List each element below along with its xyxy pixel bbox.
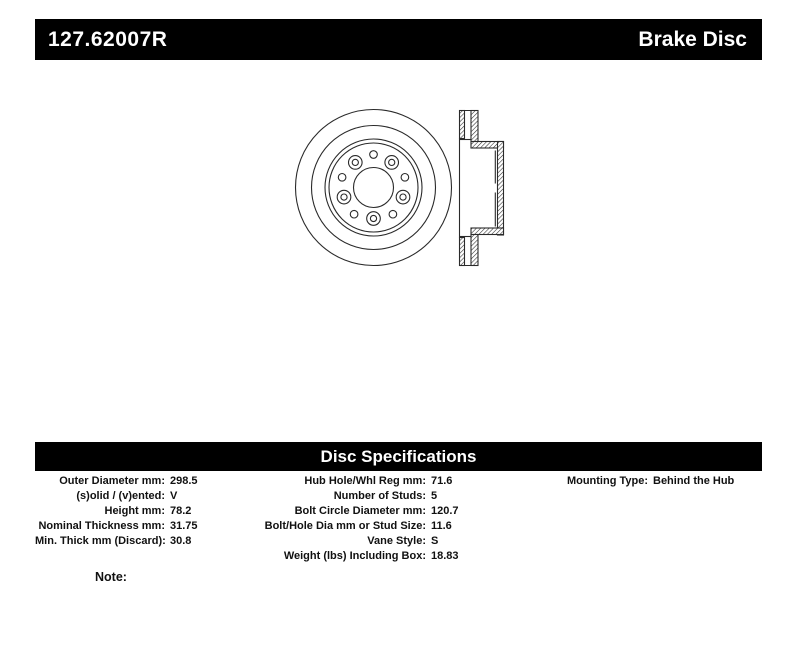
spec-label: Vane Style: bbox=[367, 535, 426, 547]
section-plate bbox=[471, 111, 478, 142]
spec-label: Weight (lbs) Including Box: bbox=[283, 550, 426, 562]
header-bar bbox=[35, 19, 762, 60]
spec-value: 120.7 bbox=[431, 505, 459, 517]
spec-column-hub bbox=[260, 474, 545, 564]
spec-row bbox=[260, 489, 545, 504]
spec-value: 5 bbox=[431, 490, 438, 502]
spec-row bbox=[540, 474, 770, 489]
spec-value: 11.6 bbox=[431, 520, 452, 532]
spec-row bbox=[260, 519, 545, 534]
spec-column-mounting bbox=[540, 474, 770, 489]
brake-disc-front-view bbox=[296, 110, 452, 266]
spec-value: 78.2 bbox=[170, 505, 192, 517]
spec-row bbox=[35, 534, 290, 549]
small-hole bbox=[350, 210, 358, 218]
spec-label: Nominal Thickness mm: bbox=[38, 520, 165, 532]
stud-hole bbox=[349, 156, 363, 170]
braking-surface-edge bbox=[312, 126, 436, 250]
spec-row bbox=[35, 504, 290, 519]
spec-label: Min. Thick mm (Discard): bbox=[35, 535, 166, 547]
small-hole bbox=[389, 210, 397, 218]
spec-row bbox=[260, 474, 545, 489]
small-hole bbox=[370, 151, 378, 159]
spec-row bbox=[260, 549, 545, 564]
small-hole bbox=[338, 174, 346, 182]
spec-row bbox=[35, 519, 290, 534]
stud-hole bbox=[396, 190, 410, 204]
spec-label: Hub Hole/Whl Reg mm: bbox=[304, 475, 426, 487]
disc-outer-edge bbox=[296, 110, 452, 266]
spec-row bbox=[35, 489, 290, 504]
spec-label: Mounting Type: bbox=[566, 475, 648, 487]
spec-label: Outer Diameter mm: bbox=[59, 475, 165, 487]
hat-flange bbox=[471, 228, 504, 235]
product-type: Brake Disc bbox=[638, 27, 747, 51]
spec-column-dimensions bbox=[35, 474, 290, 549]
note-label: Note: bbox=[95, 570, 127, 584]
spec-label: Bolt/Hole Dia mm or Stud Size: bbox=[264, 520, 426, 532]
spec-value: Behind the Hub bbox=[653, 475, 735, 487]
spec-value: S bbox=[431, 535, 439, 547]
section-plate bbox=[471, 235, 478, 266]
specifications-header-bar bbox=[35, 442, 762, 471]
section-plate bbox=[460, 238, 465, 266]
spec-value: 30.8 bbox=[170, 535, 192, 547]
hub-ring-inner bbox=[329, 143, 418, 232]
spec-label: Height mm: bbox=[104, 505, 165, 517]
brake-disc-technical-drawing bbox=[270, 90, 550, 290]
stud-hole bbox=[367, 212, 381, 226]
spec-value: 18.83 bbox=[431, 550, 459, 562]
small-hole bbox=[401, 174, 409, 182]
brake-disc-side-section-view bbox=[460, 111, 504, 266]
specifications-title: Disc Specifications bbox=[320, 446, 477, 466]
section-plate bbox=[460, 111, 465, 139]
hat-mounting-face bbox=[498, 142, 504, 236]
spec-value: 31.75 bbox=[170, 520, 198, 532]
spec-value: 71.6 bbox=[431, 475, 453, 487]
spec-row bbox=[260, 534, 545, 549]
spec-row bbox=[35, 474, 290, 489]
spec-label: (s)olid / (v)ented: bbox=[76, 490, 165, 502]
center-bore bbox=[354, 168, 394, 208]
spec-value: V bbox=[170, 490, 178, 502]
spec-row bbox=[260, 504, 545, 519]
part-number: 127.62007R bbox=[48, 27, 168, 51]
spec-value: 298.5 bbox=[170, 475, 198, 487]
spec-label: Number of Studs: bbox=[333, 490, 426, 502]
spec-label: Bolt Circle Diameter mm: bbox=[294, 505, 426, 517]
stud-hole bbox=[385, 156, 399, 170]
stud-hole bbox=[337, 190, 351, 204]
